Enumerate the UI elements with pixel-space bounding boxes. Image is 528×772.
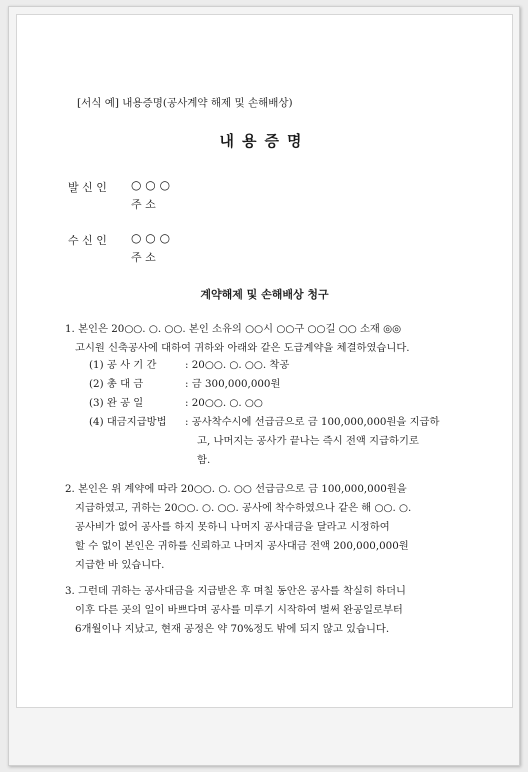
form-label: [서식 예] 내용증명(공사계약 해제 및 손해배상) — [77, 97, 293, 109]
subject-heading: 계약해제 및 손해배상 청구 — [200, 288, 329, 301]
paragraph-2-line-1: 2. 본인은 위 계약에 따라 20○○. ○. ○○ 선급금으로 금 100,000,000원을 — [65, 483, 407, 495]
sender-label: 발 신 인 — [68, 181, 107, 194]
item-4-label: (4) 대금지급방법 — [89, 416, 167, 428]
item-4-continuation-1: 고, 나머지는 공사가 끝나는 즉시 전액 지급하기로 — [197, 435, 419, 447]
item-2-value: : 금 300,000,000원 — [185, 378, 281, 390]
item-1-label: (1) 공 사 기 간 — [89, 359, 157, 371]
item-2-label: (2) 총 대 금 — [89, 378, 144, 390]
paragraph-2-line-3: 공사비가 없어 공사를 하지 못하니 나머지 공사대금을 달라고 시정하여 — [75, 521, 390, 533]
paragraph-3-line-1: 3. 그런데 귀하는 공사대금을 지급받은 후 며칠 동안은 공사를 착실히 하더니 — [65, 585, 406, 597]
paragraph-1-line-2: 고시원 신축공사에 대하여 귀하와 아래와 같은 도급계약을 체결하였습니다. — [75, 342, 410, 354]
item-4-continuation-2: 함. — [197, 454, 211, 466]
paragraph-2-line-5: 지급한 바 있습니다. — [75, 559, 165, 571]
recipient-name: ○ ○ ○ — [131, 231, 171, 245]
sender-name: ○ ○ ○ — [131, 178, 171, 192]
item-4-value: : 공사착수시에 선급금으로 금 100,000,000원을 지급하 — [185, 416, 440, 428]
paragraph-2-line-4: 할 수 없이 본인은 귀하를 신뢰하고 나머지 공사대금 전액 200,000,000원 — [75, 540, 409, 552]
sender-address-label: 주 소 — [131, 198, 156, 211]
document-page — [16, 14, 513, 708]
document-title: 내용증명 — [219, 132, 310, 150]
paragraph-2-line-2: 지급하였고, 귀하는 20○○. ○. ○○. 공사에 착수하였으나 같은 해 ○○. ○. — [75, 502, 412, 514]
item-1-value: : 20○○. ○. ○○. 착공 — [185, 359, 290, 371]
recipient-address-label: 주 소 — [131, 251, 156, 264]
item-3-value: : 20○○. ○. ○○ — [185, 397, 263, 409]
item-3-label: (3) 완 공 일 — [89, 397, 144, 409]
paragraph-3-line-2: 이후 다른 곳의 일이 바쁘다며 공사를 미루기 시작하여 벌써 완공일로부터 — [75, 604, 403, 616]
paragraph-3-line-3: 6개월이나 지났고, 현재 공정은 약 70%정도 밖에 되지 않고 있습니다. — [75, 623, 390, 635]
paragraph-1 — [65, 320, 465, 358]
paragraph-3 — [65, 582, 475, 639]
paragraph-2 — [65, 480, 475, 575]
recipient-label: 수 신 인 — [68, 234, 107, 247]
paragraph-1-line-1: 1. 본인은 20○○. ○. ○○. 본인 소유의 ○○시 ○○구 ○○길 ○○ 소재 ◎◎ — [65, 323, 402, 335]
